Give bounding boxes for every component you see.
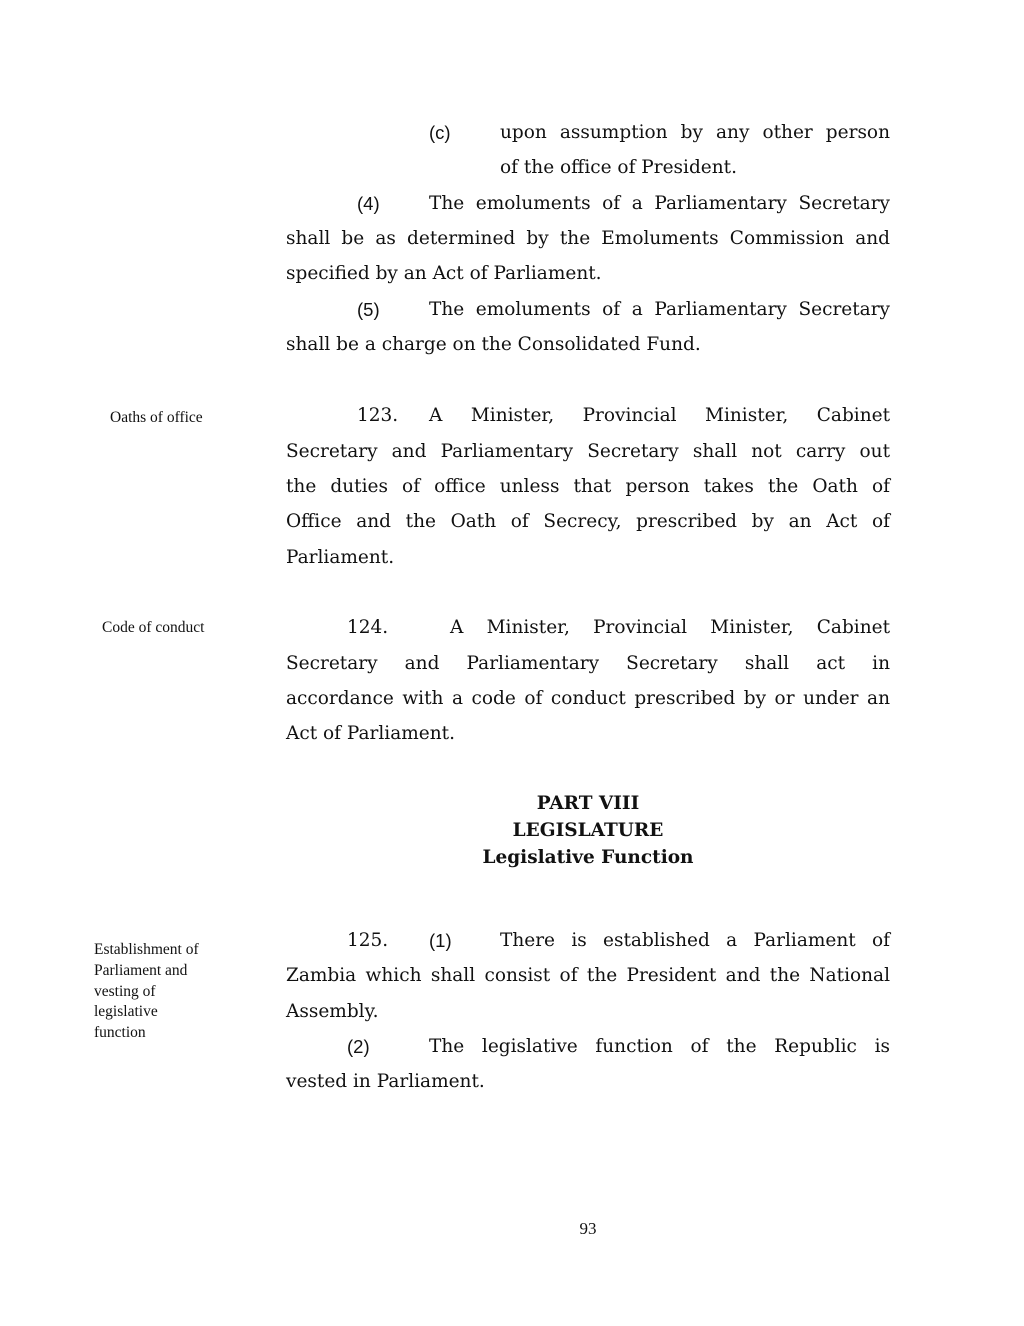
subsection-5-line2: shall be a charge on the Consolidated Fund. — [286, 334, 701, 355]
section-123-line1: A Minister, Provincial Minister, Cabinet — [429, 405, 890, 426]
section-125-number: 125. — [347, 930, 389, 951]
section-124-line1: A Minister, Provincial Minister, Cabinet — [450, 617, 890, 638]
section-124-line4: Act of Parliament. — [286, 723, 455, 744]
section-125-sub1-label: (1) — [429, 930, 452, 951]
item-c-line2: of the office of President. — [500, 157, 737, 178]
item-c-label: (c) — [429, 122, 451, 143]
margin-note-line: vesting of — [94, 982, 156, 1000]
subsection-4-line2: shall be as determined by the Emoluments Commission and — [286, 228, 890, 249]
section-125-sub2-line1: The legislative function of the Republic is — [429, 1036, 890, 1057]
subsection-4-line3: specified by an Act of Parliament. — [286, 263, 602, 284]
section-124-line2: Secretary and Parliamentary Secretary shall act in — [286, 653, 890, 674]
item-c-line1: upon assumption by any other person — [500, 122, 890, 143]
margin-note-line: function — [94, 1024, 146, 1042]
section-125-sub1-line2: Zambia which shall consist of the President and the National — [286, 965, 890, 986]
part-title-heading: LEGISLATURE — [512, 820, 664, 841]
margin-note-establishment-of-parliament — [94, 940, 199, 1044]
section-123-line4: Office and the Oath of Secrecy, prescribed by an Act of — [286, 511, 890, 532]
part-number-heading: PART VIII — [536, 793, 640, 814]
margin-note-line: Parliament and — [94, 961, 188, 979]
part-subtitle-heading: Legislative Function — [482, 847, 694, 868]
margin-note-line: legislative — [94, 1003, 158, 1021]
margin-note-line: Establishment of — [94, 941, 199, 958]
subsection-4-line1: The emoluments of a Parliamentary Secretary — [429, 193, 890, 214]
section-123-number: 123. — [357, 405, 399, 426]
section-125-sub1-line3: Assembly. — [286, 1001, 379, 1022]
section-125-sub1-line1: There is established a Parliament of — [500, 930, 890, 951]
section-125-sub2-line2: vested in Parliament. — [286, 1071, 485, 1092]
section-123-line5: Parliament. — [286, 547, 395, 568]
margin-note-oaths-of-office: Oaths of office — [110, 409, 203, 426]
section-124-line3: accordance with a code of conduct prescribed by or under an — [286, 688, 890, 709]
section-124-number: 124. — [347, 617, 389, 638]
subsection-4-label: (4) — [357, 193, 380, 214]
margin-note-code-of-conduct: Code of conduct — [102, 619, 205, 636]
section-123-line3: the duties of office unless that person takes the Oath of — [286, 476, 890, 497]
subsection-5-label: (5) — [357, 299, 380, 320]
section-125-sub2-label: (2) — [347, 1036, 370, 1057]
page-number: 93 — [579, 1219, 597, 1238]
section-123-line2: Secretary and Parliamentary Secretary shall not carry out — [286, 441, 890, 462]
subsection-5-line1: The emoluments of a Parliamentary Secretary — [429, 299, 890, 320]
